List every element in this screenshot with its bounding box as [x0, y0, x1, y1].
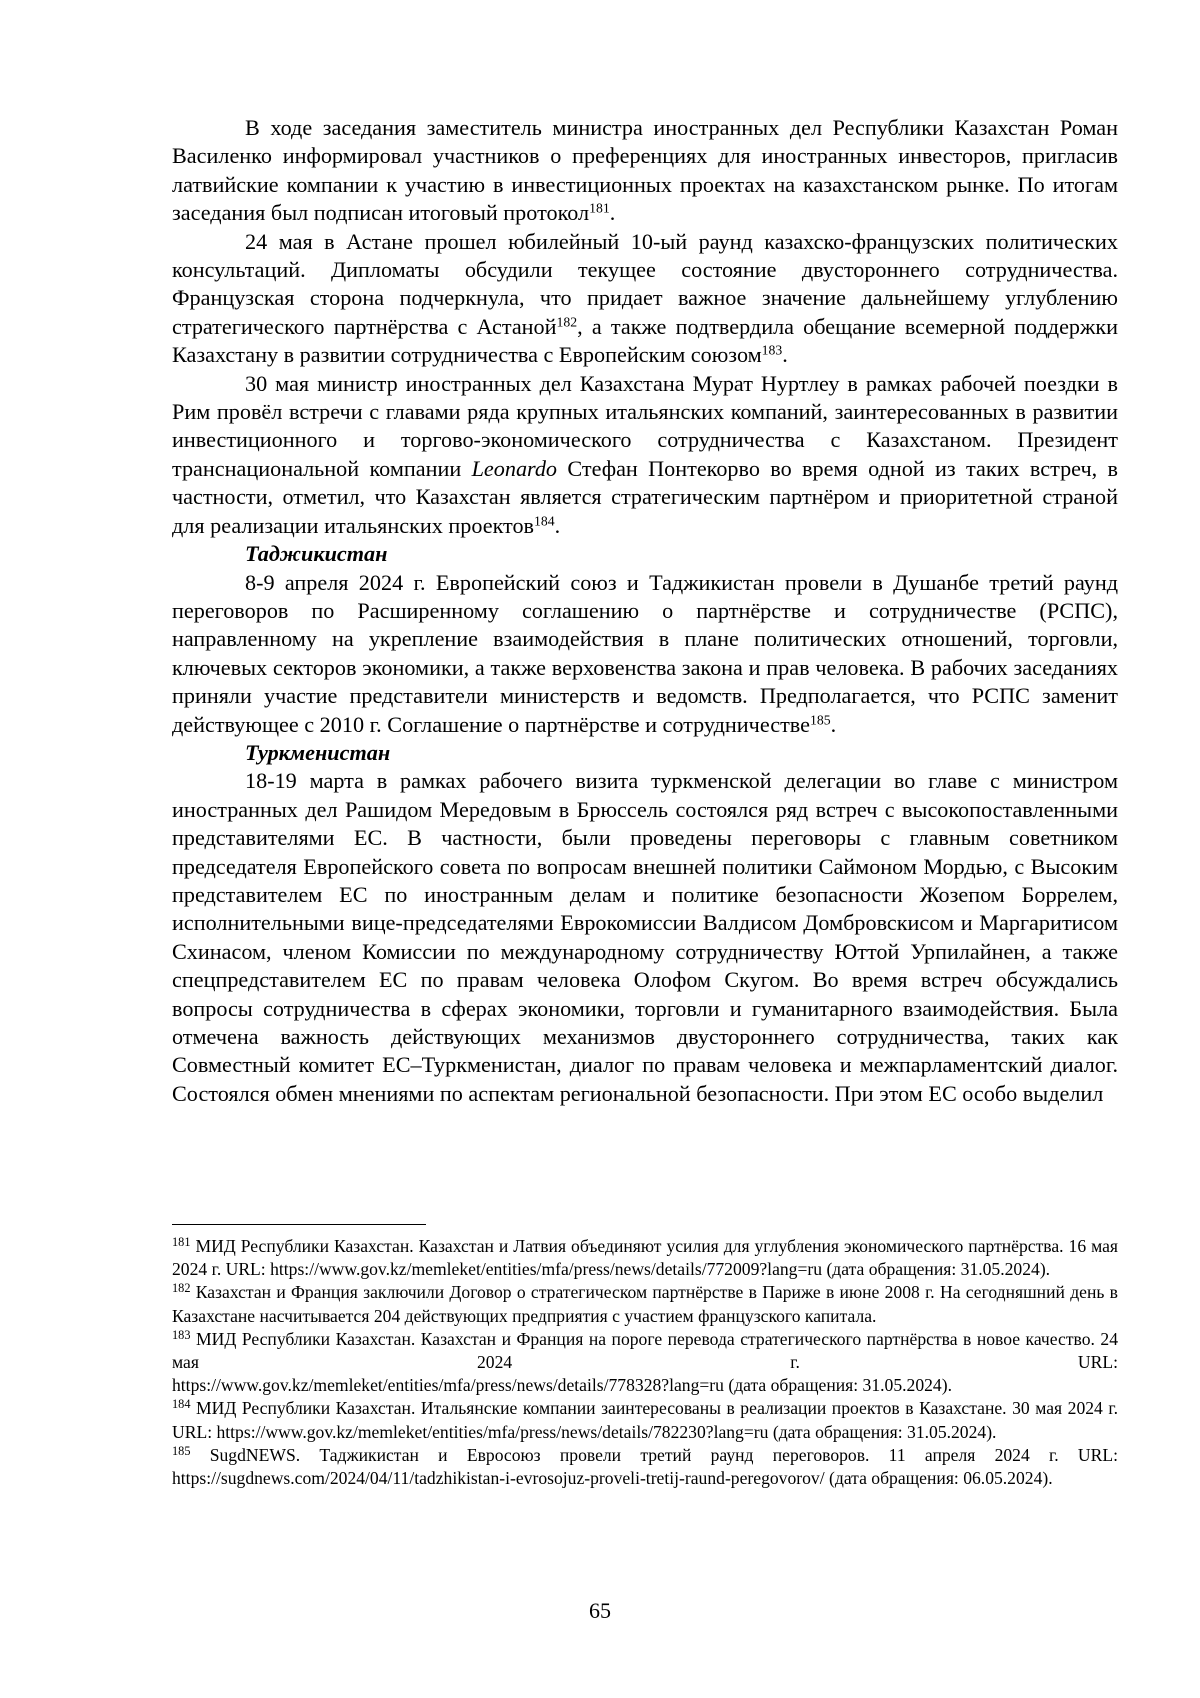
paragraph-text: 30 мая министр иностранных дел Казахстана Мурат Нуртлеу в рамках рабочей поездки в Рим провёл встречи с главами ряда крупных итальянских компаний, заинтересованных в развитии инвестиционного и торгово-экономического сотрудничества с Казахстаном. Президент транснациональной компании	[172, 370, 1118, 481]
footnote-number: 185	[172, 1443, 191, 1458]
paragraph-text: Стефан Понтекорво во время одной из таких встреч, в частности, отметил, что Казахстан является стратегическим партнёром и приоритетной страной для реализации итальянских проектов	[172, 455, 1118, 538]
section-heading-tajikistan: Таджикистан	[245, 541, 388, 567]
footnote-separator	[172, 1224, 426, 1225]
footnote-183	[172, 1328, 1118, 1374]
paragraph-france-consultations: 24 мая в Астане прошел юбилейный 10-ый раунд казахско-французских политических консультаций. Дипломаты обсудили текущее состояние двустороннего сотрудничества. Французская сторона подчеркнула, что придает важное значение дальнейшему углублению стратегического партнёрства с Астаной$^{182}$, а также подтвердила обещание всемерной поддержки Казахстану в развитии сотрудничества с Европейским союзом$^{183}$.	[172, 228, 1118, 368]
footnote-number: 184	[172, 1397, 191, 1412]
footnote-text: МИД Республики Казахстан. Казахстан и Франция на пороге перевода стратегического партнёрства в новое качество. 24 мая 2024 г. URL:	[172, 1328, 1118, 1373]
paragraph-text: В ходе заседания заместитель министра иностранных дел Республики Казахстан Роман Василенко информировал участников о преференциях для иностранных инвесторов, пригласив латвийские компании к участию в инвестиционных проектах на казахстанском рынке. По итогам заседания был подписан итоговый протокол	[172, 115, 1118, 226]
paragraph-turkmenistan-visit	[172, 767, 1118, 1108]
paragraph-latvia-meeting: В ходе заседания заместитель министра иностранных дел Республики Казахстан Роман Василенко информировал участников о преференциях для иностранных инвесторов, пригласив латвийские компании к участию в инвестиционных проектах на казахстанском рынке. По итогам заседания был подписан итоговый протокол$^{181}$.	[172, 115, 1118, 226]
paragraph-italy-visit: 30 мая министр иностранных дел Казахстана Мурат Нуртлеу в рамках рабочей поездки в Рим провёл встречи с главами ряда крупных итальянских компаний, заинтересованных в развитии инвестиционного и торгово-экономического сотрудничества с Казахстаном. Президент транснациональной компании Leonardo Стефан Понтекорво во время одной из таких встреч, в частности, отметил, что Казахстан является стратегическим партнёром и приоритетной страной для реализации итальянских проектов$^{184}$.	[172, 370, 1118, 538]
page-number: 65	[589, 1598, 611, 1623]
footnote-ref-185[interactable]: 185	[809, 711, 831, 727]
paragraph-text: 18-19 марта в рамках рабочего визита туркменской делегации во главе с министром иностранных дел Рашидом Мередовым в Брюссель состоялся ряд встреч с высокопоставленными представителями ЕС. В частности, были проведены переговоры с главным советником председателя Европейского совета по вопросам внешней политики Саймоном Мордью, с Высоким представителем ЕС по иностранным делам и политике безопасности Жозепом Боррелем, исполнительными вице-председателями Еврокомиссии Валдисом Домбровскисом и Маргаритисом Схинасом, членом Комиссии по международному сотрудничеству Юттой Урпилайнен, а также спецпредставителем ЕС по правам человека Олофом Скугом. Во время встреч обсуждались вопросы сотрудничества в сферах экономики, торговли и гуманитарного взаимодействия. Была отмечена важность действующих механизмов двустороннего сотрудничества, таких как Совместный комитет ЕС–Туркменистан, диалог по правам человека и межпарламентский диалог. Состоялся обмен мнениями по аспектам региональной безопасности. При этом ЕС особо выделил	[172, 768, 1118, 1106]
footnotes	[172, 1235, 1118, 1490]
paragraph-text: 24 мая в Астане прошел юбилейный 10-ый раунд казахско-французских политических консультаций. Дипломаты обсудили текущее состояние двустороннего сотрудничества. Французская сторона подчеркнула, что придает важное значение дальнейшему углублению стратегического партнёрства с Астаной	[172, 228, 1118, 339]
footnote-text: МИД Республики Казахстан. Казахстан и Латвия объединяют усилия для углубления экономического партнёрства. 16 мая 2024 г. URL: https://www.gov.kz/memleket/entities/mfa/press/news/details/772009?lang=ru (дата обращения: 31.05.2024).	[172, 1236, 1118, 1280]
footnote-ref-183[interactable]: 183	[761, 342, 783, 358]
company-name: Leonardo	[471, 455, 558, 481]
footnote-text: Казахстан и Франция заключили Договор о стратегическом партнёрстве в Париже в июне 2008 г. На сегодняшний день в Казахстане насчитывается 204 действующих предприятия с участием французского капитала.	[172, 1282, 1118, 1326]
footnote-181	[172, 1235, 1118, 1281]
footnote-text: SugdNEWS. Таджикистан и Евросоюз провели третий раунд переговоров. 11 апреля 2024 г. URL: https://sugdnews.com/2024/04/11/tadzhikistan-i-evrosojuz-proveli-tretij-raund-peregovorov/ (дата обращения: 06.05.2024).	[172, 1444, 1118, 1489]
footnote-number: 182	[172, 1281, 191, 1296]
footnote-ref-182[interactable]: 182	[556, 314, 578, 330]
main-text	[172, 114, 1118, 1108]
paragraph-text: , а также подтвердила обещание всемерной поддержки Казахстану в развитии сотрудничества с Европейским союзом	[172, 313, 1118, 368]
footnote-ref-181[interactable]: 181	[589, 200, 610, 216]
footnote-184	[172, 1397, 1118, 1443]
footnote-link[interactable]: https://www.gov.kz/memleket/entities/mfa/press/news/details/778328?lang=ru (дата обращения: 31.05.2024).	[172, 1375, 952, 1396]
footnote-182	[172, 1281, 1118, 1327]
footnote-183-continuation	[172, 1374, 1118, 1397]
paragraph-text: 8-9 апреля 2024 г. Европейский союз и Таджикистан провели в Душанбе третий раунд переговоров по Расширенному соглашению о партнёрстве и сотрудничестве (РСПС), направленному на укрепление взаимодействия в плане политических отношений, торговли, ключевых секторов экономики, а также верховенства закона и прав человека. В рабочих заседаниях приняли участие представители министерств и ведомств. Предполагается, что РСПС заменит действующее с 2010 г. Соглашение о партнёрстве и сотрудничестве	[172, 569, 1118, 737]
paragraph-tajikistan-negotiations: 8-9 апреля 2024 г. Европейский союз и Таджикистан провели в Душанбе третий раунд переговоров по Расширенному соглашению о партнёрстве и сотрудничестве (РСПС), направленному на укрепление взаимодействия в плане политических отношений, торговли, ключевых секторов экономики, а также верховенства закона и прав человека. В рабочих заседаниях приняли участие представители министерств и ведомств. Предполагается, что РСПС заменит действующее с 2010 г. Соглашение о партнёрстве и сотрудничестве$^{185}$.	[172, 569, 1118, 737]
footnote-185	[172, 1444, 1118, 1490]
section-heading-turkmenistan: Туркменистан	[245, 739, 391, 765]
footnote-ref-184[interactable]: 184	[534, 513, 555, 529]
footnote-number: 181	[172, 1234, 191, 1249]
footnote-text: МИД Республики Казахстан. Итальянские компании заинтересованы в реализации проектов в Казахстане. 30 мая 2024 г. URL: https://www.gov.kz/memleket/entities/mfa/press/news/details/782230?lang=ru (дата обращения: 31.05.2024).	[172, 1398, 1118, 1442]
footnote-number: 183	[172, 1327, 191, 1342]
